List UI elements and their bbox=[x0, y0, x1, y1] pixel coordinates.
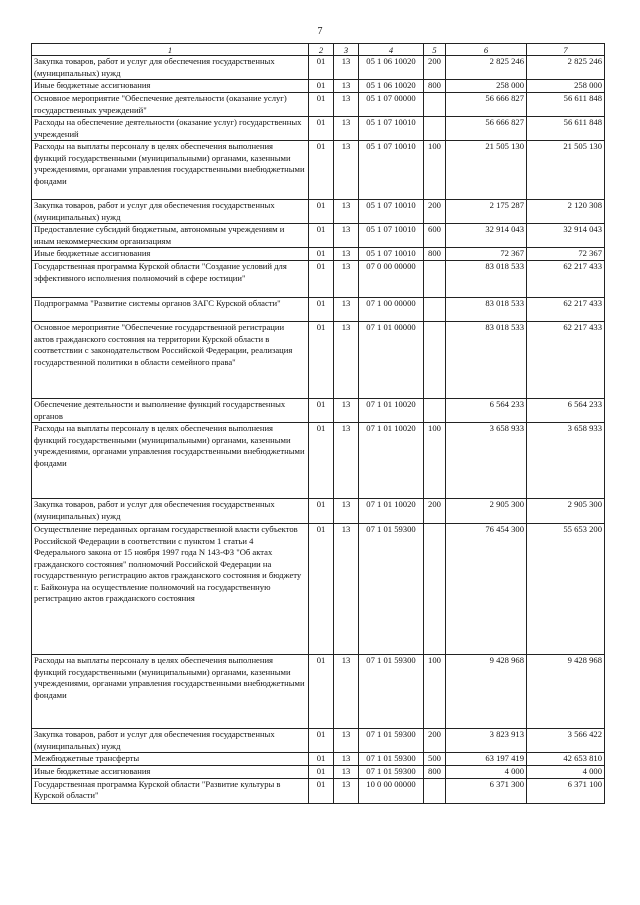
table-row bbox=[32, 499, 605, 524]
table-row bbox=[32, 200, 605, 224]
row-section-code: 01 bbox=[309, 141, 334, 200]
row-expense-type: 800 bbox=[424, 80, 446, 93]
row-expense-type bbox=[424, 298, 446, 322]
row-name: Предоставление субсидий бюджетным, автономным учреждениям и иным некоммерческим организациям bbox=[32, 224, 309, 248]
budget-table-body bbox=[32, 56, 605, 804]
table-row bbox=[32, 399, 605, 423]
row-target-code: 05 1 07 10010 bbox=[359, 224, 424, 248]
row-subsection-code: 13 bbox=[334, 298, 359, 322]
row-section-code: 01 bbox=[309, 322, 334, 399]
row-amount-col7: 21 505 130 bbox=[527, 141, 605, 200]
row-expense-type bbox=[424, 778, 446, 803]
table-row bbox=[32, 766, 605, 779]
row-expense-type: 600 bbox=[424, 224, 446, 248]
row-name: Иные бюджетные ассигнования bbox=[32, 766, 309, 779]
row-amount-col6: 72 367 bbox=[446, 248, 527, 261]
row-section-code: 01 bbox=[309, 93, 334, 117]
row-name: Закупка товаров, работ и услуг для обеспечения государственных (муниципальных) нужд bbox=[32, 729, 309, 753]
row-expense-type: 100 bbox=[424, 655, 446, 729]
row-subsection-code: 13 bbox=[334, 200, 359, 224]
row-amount-col6: 6 371 300 bbox=[446, 778, 527, 803]
row-amount-col7: 56 611 848 bbox=[527, 117, 605, 141]
row-subsection-code: 13 bbox=[334, 93, 359, 117]
row-section-code: 01 bbox=[309, 778, 334, 803]
row-section-code: 01 bbox=[309, 200, 334, 224]
row-amount-col6: 258 000 bbox=[446, 80, 527, 93]
row-name: Государственная программа Курской области "Развитие культуры в Курской области" bbox=[32, 778, 309, 803]
row-section-code: 01 bbox=[309, 766, 334, 779]
row-expense-type: 200 bbox=[424, 200, 446, 224]
row-name: Закупка товаров, работ и услуг для обеспечения государственных (муниципальных) нужд bbox=[32, 499, 309, 524]
row-amount-col6: 6 564 233 bbox=[446, 399, 527, 423]
row-expense-type: 800 bbox=[424, 248, 446, 261]
row-expense-type: 100 bbox=[424, 141, 446, 200]
row-amount-col6: 83 018 533 bbox=[446, 298, 527, 322]
row-expense-type bbox=[424, 399, 446, 423]
row-expense-type bbox=[424, 117, 446, 141]
row-subsection-code: 13 bbox=[334, 224, 359, 248]
table-row bbox=[32, 141, 605, 200]
row-expense-type bbox=[424, 322, 446, 399]
row-section-code: 01 bbox=[309, 117, 334, 141]
row-subsection-code: 13 bbox=[334, 56, 359, 80]
row-name: Обеспечение деятельности и выполнение функций государственных органов bbox=[32, 399, 309, 423]
row-expense-type bbox=[424, 524, 446, 655]
row-expense-type: 200 bbox=[424, 729, 446, 753]
row-amount-col6: 63 197 419 bbox=[446, 753, 527, 766]
row-subsection-code: 13 bbox=[334, 766, 359, 779]
row-amount-col6: 56 666 827 bbox=[446, 117, 527, 141]
row-amount-col7: 6 371 100 bbox=[527, 778, 605, 803]
row-subsection-code: 13 bbox=[334, 141, 359, 200]
column-number: 2 bbox=[309, 44, 334, 56]
row-target-code: 05 1 07 00000 bbox=[359, 93, 424, 117]
row-expense-type: 200 bbox=[424, 56, 446, 80]
table-row bbox=[32, 224, 605, 248]
page-number: 7 bbox=[317, 26, 323, 37]
table-row bbox=[32, 423, 605, 499]
column-number: 1 bbox=[32, 44, 309, 56]
row-amount-col7: 2 120 308 bbox=[527, 200, 605, 224]
row-section-code: 01 bbox=[309, 261, 334, 298]
row-amount-col7: 3 658 933 bbox=[527, 423, 605, 499]
row-section-code: 01 bbox=[309, 224, 334, 248]
row-target-code: 07 0 00 00000 bbox=[359, 261, 424, 298]
row-name: Расходы на выплаты персоналу в целях обеспечения выполнения функций государственными (муниципальными) органами, казенными учреждениями, органами управления государственными внебюджетными фондами bbox=[32, 655, 309, 729]
row-amount-col7: 56 611 848 bbox=[527, 93, 605, 117]
table-row bbox=[32, 778, 605, 803]
row-name: Государственная программа Курской области "Создание условий для эффективного исполнения полномочий в сфере юстиции" bbox=[32, 261, 309, 298]
row-name: Подпрограмма "Развитие системы органов ЗАГС Курской области" bbox=[32, 298, 309, 322]
row-section-code: 01 bbox=[309, 80, 334, 93]
column-number: 3 bbox=[334, 44, 359, 56]
row-target-code: 07 1 01 10020 bbox=[359, 499, 424, 524]
row-target-code: 07 1 01 59300 bbox=[359, 524, 424, 655]
row-amount-col7: 2 825 246 bbox=[527, 56, 605, 80]
row-target-code: 07 1 01 10020 bbox=[359, 399, 424, 423]
row-section-code: 01 bbox=[309, 56, 334, 80]
column-number: 6 bbox=[446, 44, 527, 56]
row-subsection-code: 13 bbox=[334, 248, 359, 261]
row-expense-type: 500 bbox=[424, 753, 446, 766]
row-subsection-code: 13 bbox=[334, 117, 359, 141]
row-name: Основное мероприятие "Обеспечение деятельности (оказание услуг) государственных учреждений" bbox=[32, 93, 309, 117]
budget-table bbox=[31, 43, 605, 804]
row-subsection-code: 13 bbox=[334, 261, 359, 298]
row-section-code: 01 bbox=[309, 399, 334, 423]
column-number: 5 bbox=[424, 44, 446, 56]
row-target-code: 07 1 01 59300 bbox=[359, 655, 424, 729]
table-row bbox=[32, 322, 605, 399]
row-expense-type: 200 bbox=[424, 499, 446, 524]
row-target-code: 10 0 00 00000 bbox=[359, 778, 424, 803]
row-amount-col7: 62 217 433 bbox=[527, 261, 605, 298]
row-section-code: 01 bbox=[309, 298, 334, 322]
row-section-code: 01 bbox=[309, 729, 334, 753]
row-amount-col6: 83 018 533 bbox=[446, 322, 527, 399]
row-subsection-code: 13 bbox=[334, 80, 359, 93]
table-row bbox=[32, 298, 605, 322]
table-row bbox=[32, 248, 605, 261]
table-row bbox=[32, 56, 605, 80]
row-target-code: 05 1 06 10020 bbox=[359, 80, 424, 93]
row-amount-col6: 2 905 300 bbox=[446, 499, 527, 524]
row-name: Закупка товаров, работ и услуг для обеспечения государственных (муниципальных) нужд bbox=[32, 56, 309, 80]
row-subsection-code: 13 bbox=[334, 524, 359, 655]
row-amount-col7: 2 905 300 bbox=[527, 499, 605, 524]
row-amount-col6: 83 018 533 bbox=[446, 261, 527, 298]
table-row bbox=[32, 117, 605, 141]
row-amount-col6: 3 823 913 bbox=[446, 729, 527, 753]
table-row bbox=[32, 524, 605, 655]
row-expense-type: 800 bbox=[424, 766, 446, 779]
row-amount-col6: 21 505 130 bbox=[446, 141, 527, 200]
row-expense-type: 100 bbox=[424, 423, 446, 499]
row-amount-col7: 55 653 200 bbox=[527, 524, 605, 655]
column-number-row bbox=[32, 44, 605, 56]
row-name: Расходы на выплаты персоналу в целях обеспечения выполнения функций государственными (муниципальными) органами, казенными учреждениями, органами управления государственными внебюджетными фондами bbox=[32, 141, 309, 200]
row-amount-col6: 56 666 827 bbox=[446, 93, 527, 117]
row-target-code: 07 1 01 59300 bbox=[359, 766, 424, 779]
row-target-code: 07 1 01 00000 bbox=[359, 322, 424, 399]
row-amount-col7: 42 653 810 bbox=[527, 753, 605, 766]
row-name: Межбюджетные трансферты bbox=[32, 753, 309, 766]
row-subsection-code: 13 bbox=[334, 778, 359, 803]
row-expense-type bbox=[424, 261, 446, 298]
row-target-code: 07 1 01 10020 bbox=[359, 423, 424, 499]
row-amount-col7: 4 000 bbox=[527, 766, 605, 779]
row-name: Расходы на обеспечение деятельности (оказание услуг) государственных учреждений bbox=[32, 117, 309, 141]
row-target-code: 07 1 01 59300 bbox=[359, 729, 424, 753]
row-subsection-code: 13 bbox=[334, 753, 359, 766]
row-amount-col7: 62 217 433 bbox=[527, 322, 605, 399]
row-subsection-code: 13 bbox=[334, 399, 359, 423]
row-section-code: 01 bbox=[309, 524, 334, 655]
table-row bbox=[32, 753, 605, 766]
table-row bbox=[32, 261, 605, 298]
table-row bbox=[32, 80, 605, 93]
row-expense-type bbox=[424, 93, 446, 117]
row-name: Закупка товаров, работ и услуг для обеспечения государственных (муниципальных) нужд bbox=[32, 200, 309, 224]
row-section-code: 01 bbox=[309, 753, 334, 766]
table-row bbox=[32, 655, 605, 729]
row-subsection-code: 13 bbox=[334, 423, 359, 499]
row-amount-col6: 76 454 300 bbox=[446, 524, 527, 655]
table-row bbox=[32, 93, 605, 117]
row-name: Расходы на выплаты персоналу в целях обеспечения выполнения функций государственными (муниципальными) органами, казенными учреждениями, органами управления государственными внебюджетными фондами bbox=[32, 423, 309, 499]
row-subsection-code: 13 bbox=[334, 729, 359, 753]
row-name: Иные бюджетные ассигнования bbox=[32, 248, 309, 261]
row-amount-col6: 9 428 968 bbox=[446, 655, 527, 729]
row-target-code: 07 1 01 59300 bbox=[359, 753, 424, 766]
row-amount-col6: 3 658 933 bbox=[446, 423, 527, 499]
row-target-code: 05 1 06 10020 bbox=[359, 56, 424, 80]
row-amount-col6: 2 175 287 bbox=[446, 200, 527, 224]
row-target-code: 05 1 07 10010 bbox=[359, 141, 424, 200]
row-section-code: 01 bbox=[309, 655, 334, 729]
row-amount-col6: 32 914 043 bbox=[446, 224, 527, 248]
row-subsection-code: 13 bbox=[334, 322, 359, 399]
row-amount-col6: 2 825 246 bbox=[446, 56, 527, 80]
row-amount-col7: 258 000 bbox=[527, 80, 605, 93]
row-section-code: 01 bbox=[309, 423, 334, 499]
row-section-code: 01 bbox=[309, 248, 334, 261]
row-amount-col7: 32 914 043 bbox=[527, 224, 605, 248]
row-subsection-code: 13 bbox=[334, 499, 359, 524]
row-name: Основное мероприятие "Обеспечение государственной регистрации актов гражданского состояния на территории Курской области в соответствии с законодательством Российской Федерации, реализация государственной политики в области семейного права" bbox=[32, 322, 309, 399]
row-amount-col6: 4 000 bbox=[446, 766, 527, 779]
column-number: 7 bbox=[527, 44, 605, 56]
row-target-code: 05 1 07 10010 bbox=[359, 117, 424, 141]
row-name: Осуществление переданных органам государственной власти субъектов Российской Федерации в соответствии с пунктом 1 статьи 4 Федерального закона от 15 ноября 1997 года N 143-ФЗ "Об актах гражданского состояния" полномочий Российской Федерации на государственную регистрацию актов гражданского состояния и бюджету г. Байконура на осуществление полномочий на государственную регистрацию актов гражданского состояния bbox=[32, 524, 309, 655]
row-amount-col7: 72 367 bbox=[527, 248, 605, 261]
row-amount-col7: 3 566 422 bbox=[527, 729, 605, 753]
row-section-code: 01 bbox=[309, 499, 334, 524]
row-amount-col7: 6 564 233 bbox=[527, 399, 605, 423]
table-row bbox=[32, 729, 605, 753]
row-amount-col7: 62 217 433 bbox=[527, 298, 605, 322]
column-number: 4 bbox=[359, 44, 424, 56]
row-target-code: 07 1 00 00000 bbox=[359, 298, 424, 322]
row-subsection-code: 13 bbox=[334, 655, 359, 729]
row-name: Иные бюджетные ассигнования bbox=[32, 80, 309, 93]
row-target-code: 05 1 07 10010 bbox=[359, 200, 424, 224]
row-target-code: 05 1 07 10010 bbox=[359, 248, 424, 261]
row-amount-col7: 9 428 968 bbox=[527, 655, 605, 729]
